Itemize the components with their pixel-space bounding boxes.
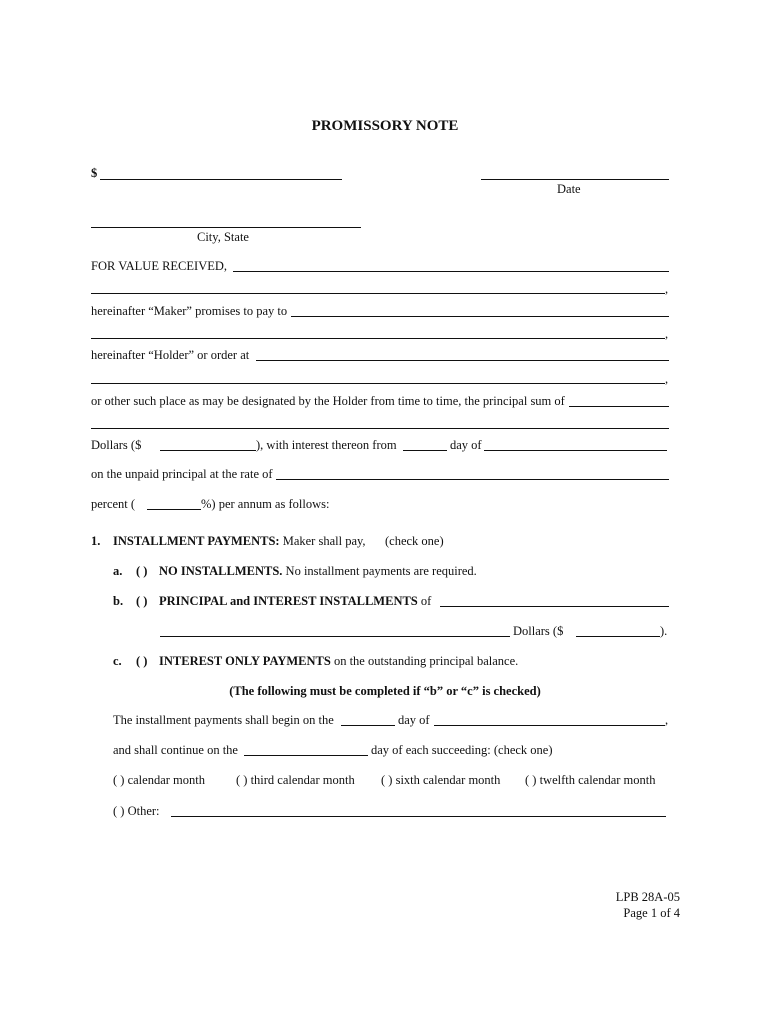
date-field[interactable] [481,179,669,180]
option-a-letter: a. [113,564,123,578]
city-state-field[interactable] [91,227,361,228]
section-1-number: 1. [91,534,101,548]
installment-amount-field[interactable] [576,636,660,637]
dollar-sign: $ [91,166,98,180]
percent-open-text: percent ( [91,497,136,511]
option-b-checkbox[interactable]: ( ) [136,594,148,608]
continue-text: and shall continue on the [113,743,238,757]
percent-close-text: %) per annum as follows: [201,497,330,511]
interest-day-field[interactable] [403,450,447,451]
option-c-heading: INTEREST ONLY PAYMENTS [159,654,331,668]
principal-amount-field[interactable] [160,450,256,451]
continue-day-field[interactable] [244,755,368,756]
third-calendar-month-option[interactable]: ( ) third calendar month [236,773,355,787]
option-b-heading: PRINCIPAL and INTEREST INSTALLMENTS [159,594,418,608]
option-c-letter: c. [113,654,122,668]
section-1-heading: INSTALLMENT PAYMENTS: [113,534,280,548]
option-a-heading: NO INSTALLMENTS. [159,564,283,578]
day-of-text: day of [450,438,482,452]
begin-day-field[interactable] [341,725,395,726]
option-b-letter: b. [113,594,124,608]
conditional-notice: (The following must be completed if “b” or “c” is checked) [229,684,541,698]
each-succeeding-text: day of each succeeding: (check one) [371,743,553,757]
maker-promise-text: hereinafter “Maker” promises to pay to [91,304,288,318]
comma-4: , [665,713,669,727]
option-a-text: No installment payments are required. [282,564,477,578]
comma-1: , [665,282,669,296]
other-option[interactable]: ( ) Other: [113,804,160,818]
interest-month-field[interactable] [484,450,667,451]
amount-field[interactable] [100,179,342,180]
option-b-close: ). [660,624,668,638]
maker-name-field[interactable] [233,271,669,272]
comma-2: , [665,327,669,341]
principal-sum-words-field[interactable] [569,406,669,407]
option-b-dollars-text: Dollars ($ [513,624,564,638]
rate-words-field[interactable] [276,479,669,480]
payee-address-field[interactable] [91,338,665,339]
payment-place-field-2[interactable] [91,383,665,384]
begin-month-field[interactable] [434,725,665,726]
city-state-label: City, State [197,230,249,244]
form-id: LPB 28A-05 [615,890,680,904]
other-period-field[interactable] [171,816,666,817]
comma-3: , [665,372,669,386]
payee-name-field[interactable] [291,316,669,317]
other-place-text: or other such place as may be designated by the Holder from time to time, the principal sum of [91,394,565,408]
payment-place-field[interactable] [256,360,669,361]
sixth-calendar-month-option[interactable]: ( ) sixth calendar month [381,773,501,787]
calendar-month-option[interactable]: ( ) calendar month [113,773,205,787]
page-number: Page 1 of 4 [623,906,680,920]
twelfth-calendar-month-option[interactable]: ( ) twelfth calendar month [525,773,656,787]
option-c-text: on the outstanding principal balance. [330,654,519,668]
installment-amount-words-field-2[interactable] [160,636,510,637]
option-a-line [159,564,477,579]
installment-amount-words-field[interactable] [440,606,669,607]
option-a-checkbox[interactable]: ( ) [136,564,148,578]
date-label: Date [557,182,581,196]
maker-address-field[interactable] [91,293,665,294]
option-b-line [159,594,431,609]
page-title: PROMISSORY NOTE [311,118,459,134]
rate-percent-field[interactable] [147,509,201,510]
dollars-open-text: Dollars ($ [91,438,142,452]
for-value-received-text: FOR VALUE RECEIVED, [91,259,228,273]
option-b-text: of [417,594,432,608]
interest-from-text: ), with interest thereon from [256,438,397,452]
begin-day-of-text: day of [398,713,430,727]
option-c-line [159,654,518,669]
unpaid-rate-text: on the unpaid principal at the rate of [91,467,273,481]
holder-text: hereinafter “Holder” or order at [91,348,250,362]
section-1-check-one: (check one) [385,534,444,548]
principal-sum-words-field-2[interactable] [91,428,669,429]
section-1-text: Maker shall pay, [279,534,366,548]
option-c-checkbox[interactable]: ( ) [136,654,148,668]
begin-text: The installment payments shall begin on the [113,713,334,727]
section-1-line [113,534,366,549]
